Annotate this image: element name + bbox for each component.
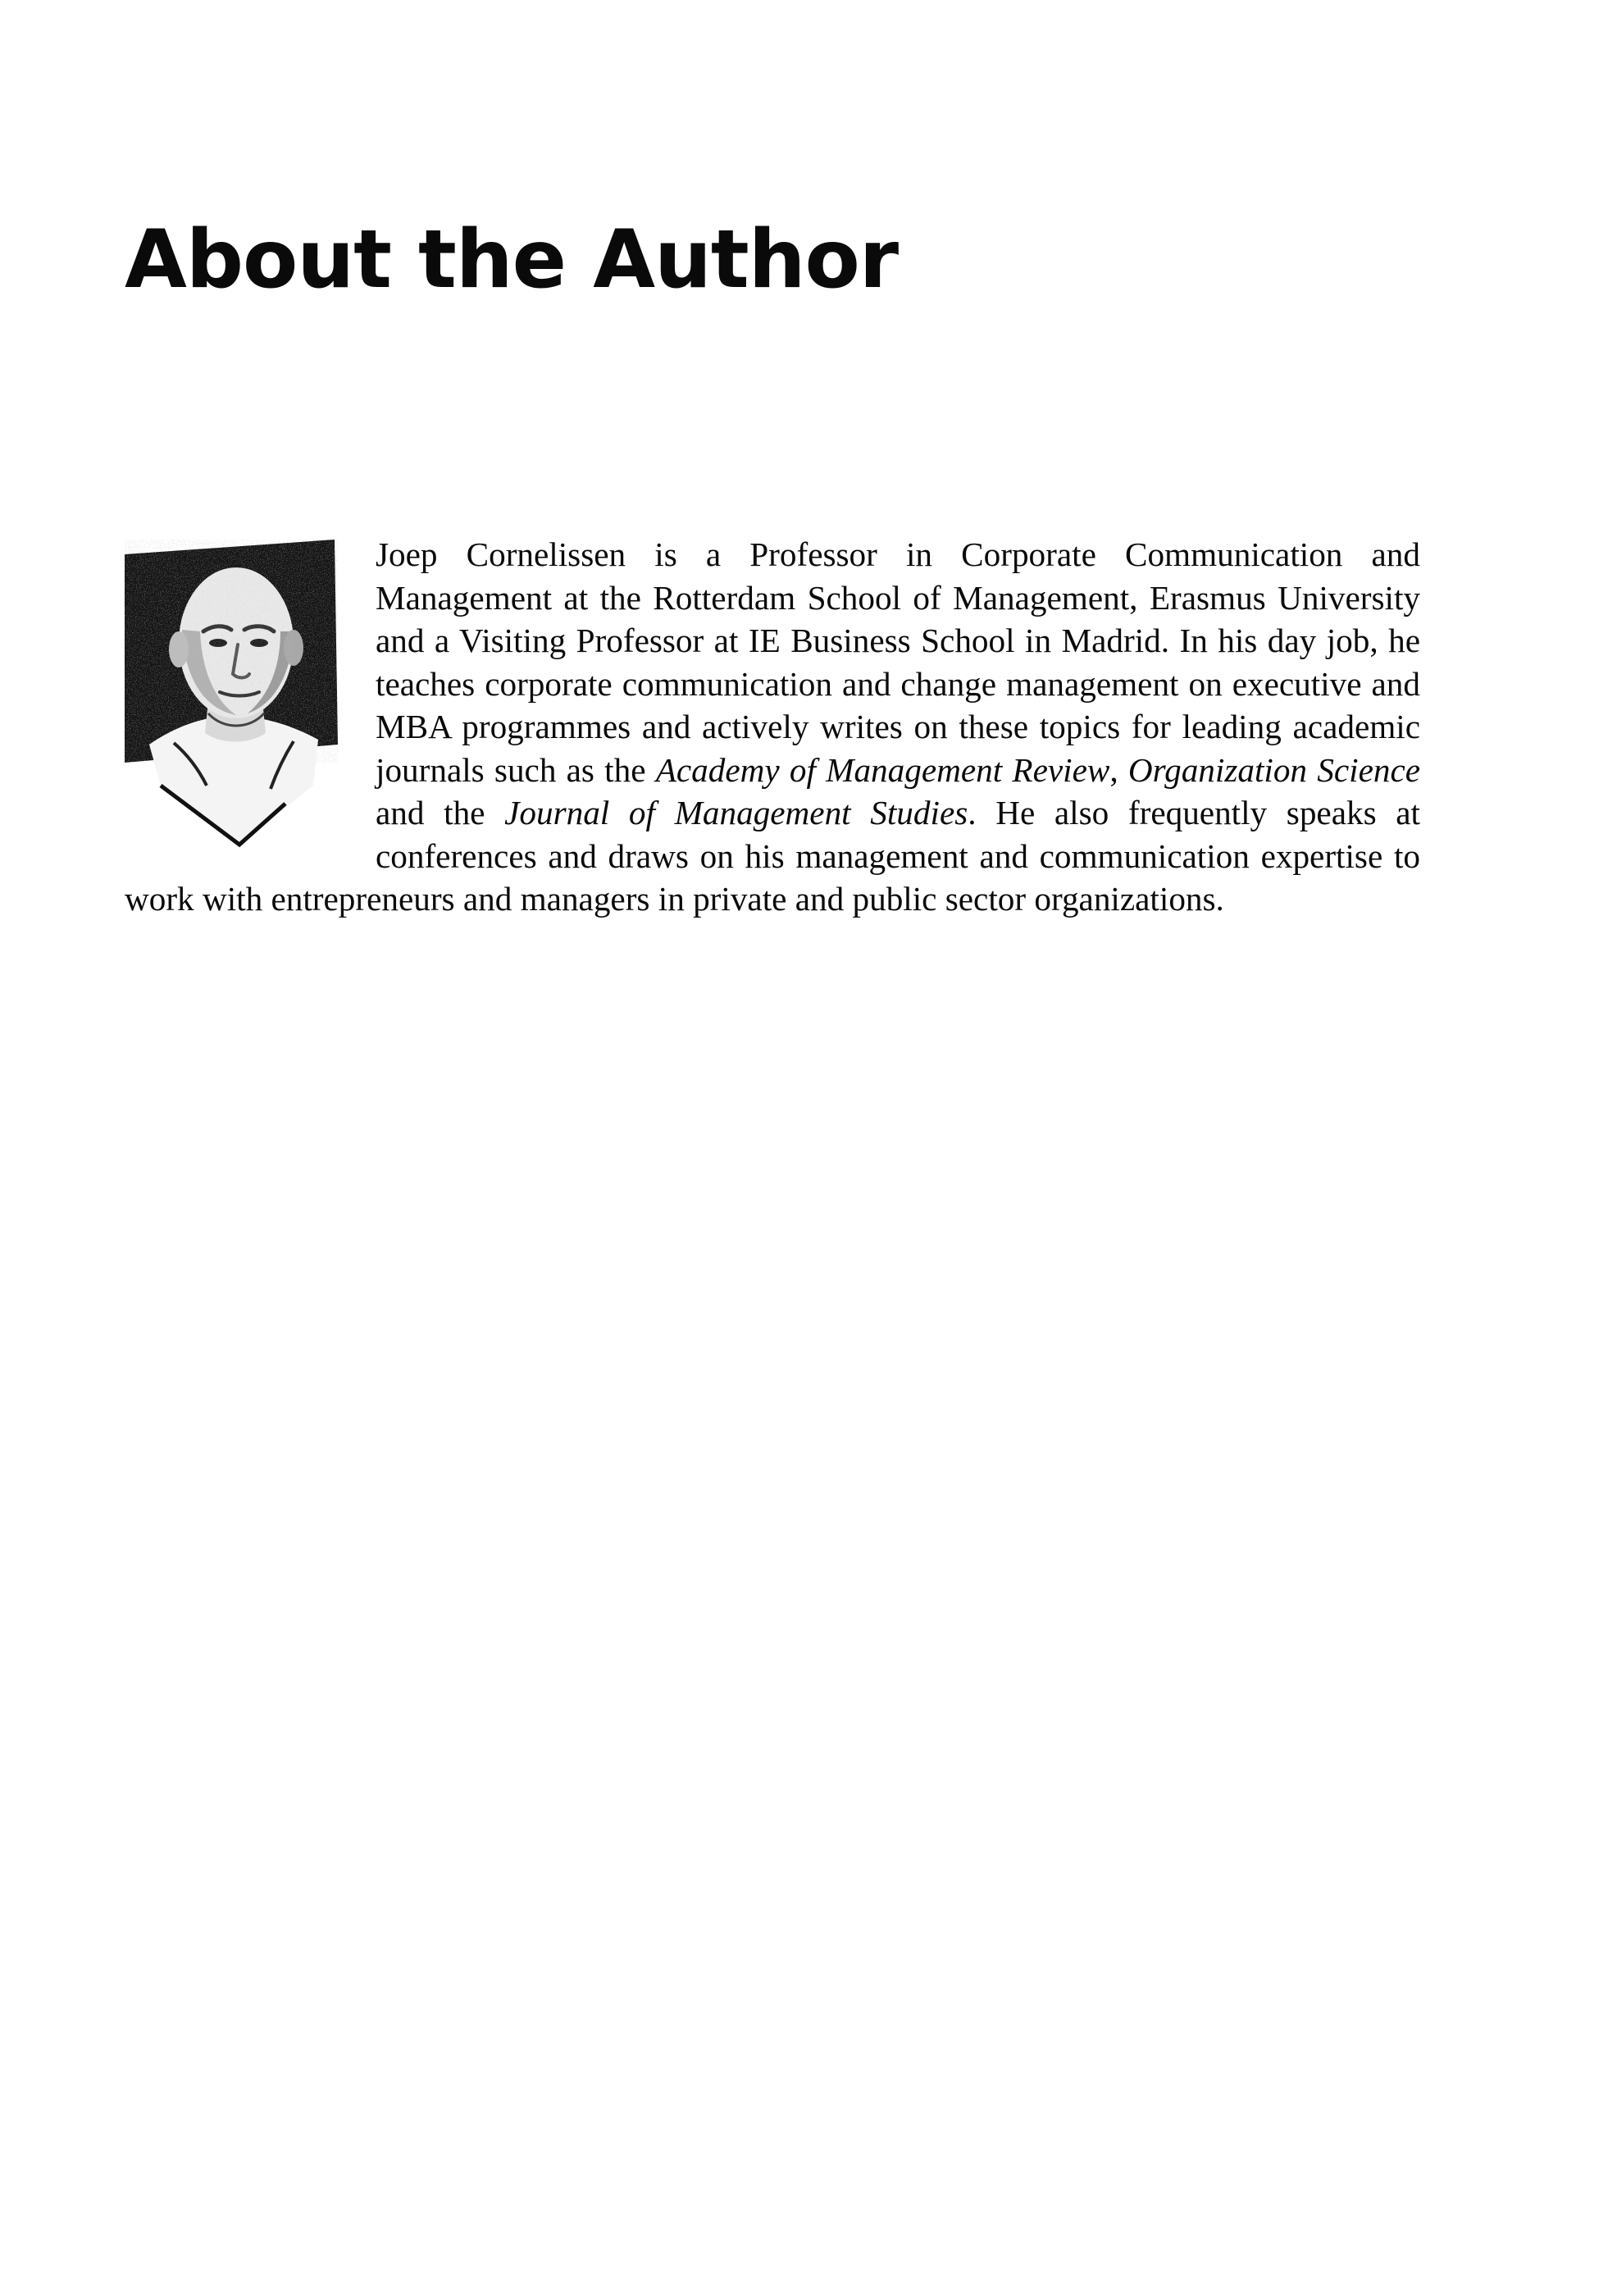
journal-title-amr: Academy of Management Review bbox=[655, 750, 1110, 789]
bio-separator: , bbox=[1109, 750, 1128, 789]
author-portrait-photo bbox=[125, 540, 338, 851]
bio-separator: and the bbox=[376, 794, 505, 831]
bio-text-part1: Joep Cornelissen is a Professor in Corporate Communication and Management at the Rotterdam School of Management, Erasmus University and a Visiting Professor at IE Business School in Madrid. In his day job, he teaches corporate communication and change management on executive and MBA programmes and actively writes on these topics for leading academic journals such as the bbox=[376, 535, 1420, 789]
journal-title-jms: Journal of Management Studies bbox=[504, 794, 968, 831]
author-bio bbox=[125, 533, 1420, 921]
bio-text-part2: . He also frequently speaks at conferences and draws on his management and communication expertise to work with entrepreneurs and managers in private and public sector organizations. bbox=[125, 794, 1420, 918]
page-title: About the Author bbox=[125, 213, 899, 307]
portrait-image bbox=[125, 540, 338, 851]
journal-title-orgsci: Organization Science bbox=[1127, 750, 1421, 789]
